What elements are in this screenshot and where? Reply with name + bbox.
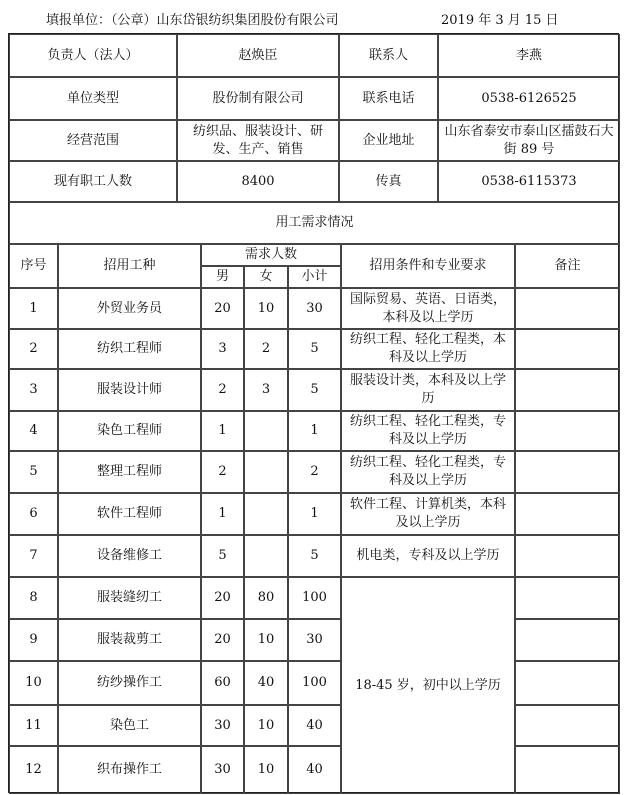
company-label-cell: 现有职工人数 <box>9 161 177 202</box>
requirement-cell: 纺织工程、轻化工程类，专科及以上学历 <box>341 451 515 493</box>
female-count-cell: 10 <box>244 288 288 329</box>
requirement-cell: 机电类，专科及以上学历 <box>341 535 515 577</box>
male-count-cell: 30 <box>201 746 244 794</box>
job-cell: 纺纱操作工 <box>58 661 201 705</box>
male-count-cell: 30 <box>201 705 244 746</box>
job-cell: 设备维修工 <box>58 535 201 577</box>
remark-cell <box>515 577 620 619</box>
header-job: 招用工种 <box>58 244 201 288</box>
company-label-cell: 企业地址 <box>339 120 438 161</box>
job-cell: 服装设计师 <box>58 369 201 411</box>
subtotal-cell: 1 <box>288 411 341 451</box>
male-count-cell: 20 <box>201 577 244 619</box>
company-label-cell: 经营范围 <box>9 120 177 161</box>
remark-cell <box>515 535 620 577</box>
requirement-cell: 国际贸易、英语、日语类，本科及以上学历 <box>341 288 515 329</box>
company-label-cell: 传真 <box>339 161 438 202</box>
remark-cell <box>515 411 620 451</box>
header-subtotal: 小计 <box>288 266 341 288</box>
subtotal-cell: 40 <box>288 705 341 746</box>
male-count-cell: 5 <box>201 535 244 577</box>
job-cell: 织布操作工 <box>58 746 201 794</box>
seq-cell: 1 <box>9 288 58 329</box>
requirement-cell: 服装设计类，本科及以上学历 <box>341 369 515 411</box>
subtotal-cell: 40 <box>288 746 341 794</box>
female-count-cell: 3 <box>244 369 288 411</box>
remark-cell <box>515 705 620 746</box>
company-value-cell: 0538-6115373 <box>438 161 620 202</box>
job-cell: 纺织工程师 <box>58 329 201 369</box>
remark-cell <box>515 746 620 794</box>
subtotal-cell: 1 <box>288 493 341 535</box>
remark-cell <box>515 619 620 661</box>
subtotal-cell: 5 <box>288 535 341 577</box>
female-count-cell: 80 <box>244 577 288 619</box>
job-cell: 染色工 <box>58 705 201 746</box>
company-value-cell: 山东省泰安市泰山区擂鼓石大街 89 号 <box>438 120 620 161</box>
company-value-cell: 李燕 <box>438 34 620 77</box>
remark-cell <box>515 288 620 329</box>
subtotal-cell: 30 <box>288 288 341 329</box>
female-count-cell: 2 <box>244 329 288 369</box>
job-cell: 染色工程师 <box>58 411 201 451</box>
recruitment-form <box>8 33 619 793</box>
company-value-cell: 8400 <box>177 161 339 202</box>
company-value-cell: 赵焕臣 <box>177 34 339 77</box>
job-cell: 服装裁剪工 <box>58 619 201 661</box>
company-label-cell: 单位类型 <box>9 77 177 120</box>
female-count-cell: 10 <box>244 705 288 746</box>
company-label-cell: 负责人（法人） <box>9 34 177 77</box>
subtotal-cell: 2 <box>288 451 341 493</box>
subtotal-cell: 100 <box>288 661 341 705</box>
header-male: 男 <box>201 266 244 288</box>
reporting-unit: 填报单位：（公章）山东岱银纺织集团股份有限公司 <box>46 13 339 28</box>
header-count: 需求人数 <box>201 244 341 266</box>
seq-cell: 6 <box>9 493 58 535</box>
female-count-cell <box>244 493 288 535</box>
female-count-cell <box>244 411 288 451</box>
subtotal-cell: 30 <box>288 619 341 661</box>
seq-cell: 12 <box>9 746 58 794</box>
remark-cell <box>515 661 620 705</box>
merged-requirement-cell: 18-45 岁，初中以上学历 <box>341 577 515 794</box>
female-count-cell <box>244 535 288 577</box>
header-requirements: 招用条件和专业要求 <box>341 244 515 288</box>
section-title: 用工需求情况 <box>9 202 620 244</box>
male-count-cell: 1 <box>201 411 244 451</box>
remark-cell <box>515 329 620 369</box>
form-header <box>46 6 606 28</box>
female-count-cell <box>244 451 288 493</box>
female-count-cell: 10 <box>244 746 288 794</box>
company-value-cell: 0538-6126525 <box>438 77 620 120</box>
male-count-cell: 2 <box>201 451 244 493</box>
remark-cell <box>515 451 620 493</box>
male-count-cell: 60 <box>201 661 244 705</box>
job-cell: 服装缝纫工 <box>58 577 201 619</box>
seq-cell: 4 <box>9 411 58 451</box>
requirement-cell: 软件工程、计算机类，本科及以上学历 <box>341 493 515 535</box>
subtotal-cell: 5 <box>288 369 341 411</box>
seq-cell: 11 <box>9 705 58 746</box>
male-count-cell: 2 <box>201 369 244 411</box>
company-label-cell: 联系电话 <box>339 77 438 120</box>
male-count-cell: 20 <box>201 619 244 661</box>
male-count-cell: 1 <box>201 493 244 535</box>
header-seq: 序号 <box>9 244 58 288</box>
header-female: 女 <box>244 266 288 288</box>
header-remark: 备注 <box>515 244 620 288</box>
subtotal-cell: 5 <box>288 329 341 369</box>
company-value-cell: 纺织品、服装设计、研发、生产、销售 <box>177 120 339 161</box>
seq-cell: 3 <box>9 369 58 411</box>
subtotal-cell: 100 <box>288 577 341 619</box>
requirement-cell: 纺织工程、轻化工程类，专科及以上学历 <box>341 411 515 451</box>
seq-cell: 7 <box>9 535 58 577</box>
company-value-cell: 股份制有限公司 <box>177 77 339 120</box>
job-cell: 整理工程师 <box>58 451 201 493</box>
job-cell: 软件工程师 <box>58 493 201 535</box>
company-label-cell: 联系人 <box>339 34 438 77</box>
report-date: 2019 年 3 月 15 日 <box>441 13 559 28</box>
remark-cell <box>515 369 620 411</box>
male-count-cell: 20 <box>201 288 244 329</box>
male-count-cell: 3 <box>201 329 244 369</box>
requirement-cell: 纺织工程、轻化工程类，本科及以上学历 <box>341 329 515 369</box>
seq-cell: 8 <box>9 577 58 619</box>
female-count-cell: 40 <box>244 661 288 705</box>
remark-cell <box>515 493 620 535</box>
seq-cell: 2 <box>9 329 58 369</box>
job-cell: 外贸业务员 <box>58 288 201 329</box>
seq-cell: 9 <box>9 619 58 661</box>
seq-cell: 5 <box>9 451 58 493</box>
female-count-cell: 10 <box>244 619 288 661</box>
seq-cell: 10 <box>9 661 58 705</box>
